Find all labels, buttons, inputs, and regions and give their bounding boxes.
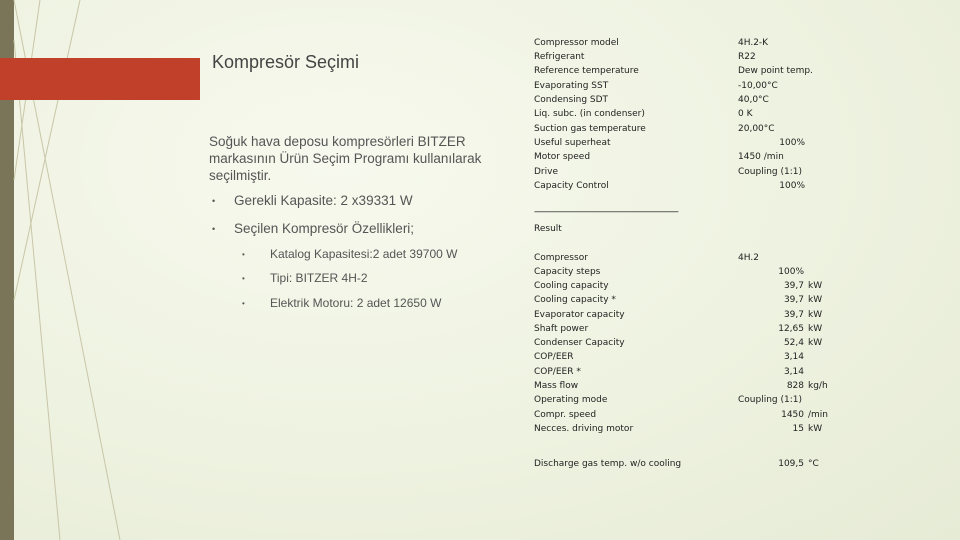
result-value: Coupling (1:1) bbox=[738, 395, 802, 405]
result-label: Shaft power bbox=[534, 324, 589, 334]
bullet-marker: • bbox=[212, 224, 216, 234]
bullet-text: Seçilen Kompresör Özellikleri; bbox=[234, 221, 415, 236]
result-value: 3,14 bbox=[783, 367, 804, 377]
discharge-unit: °C bbox=[808, 459, 819, 469]
spec-value: 4H.2-K bbox=[738, 38, 769, 48]
result-label: Condenser Capacity bbox=[534, 338, 625, 348]
result-label: COP/EER * bbox=[534, 367, 581, 377]
result-value: 3,14 bbox=[783, 352, 804, 362]
spec-label: Drive bbox=[534, 167, 558, 177]
result-unit: kW bbox=[808, 310, 823, 320]
spec-value: R22 bbox=[738, 52, 756, 62]
result-value: 15 bbox=[792, 424, 804, 434]
spec-label: Reference temperature bbox=[534, 66, 639, 76]
bullet-marker: • bbox=[242, 299, 245, 308]
spec-value: 20,00°C bbox=[738, 124, 775, 134]
bullet-text: Elektrik Motoru: 2 adet 12650 W bbox=[270, 296, 442, 310]
discharge-value: 109,5 bbox=[778, 459, 804, 469]
result-value: 100% bbox=[778, 267, 804, 277]
result-label: Cooling capacity * bbox=[534, 295, 616, 305]
spec-label: Evaporating SST bbox=[534, 81, 609, 91]
result-label: Mass flow bbox=[534, 381, 579, 391]
bullet-text: Katalog Kapasitesi:2 adet 39700 W bbox=[270, 247, 458, 261]
result-label: Necces. driving motor bbox=[534, 424, 634, 434]
result-label: Cooling capacity bbox=[534, 281, 609, 291]
spec-value: 100% bbox=[779, 138, 805, 148]
result-value: 39,7 bbox=[783, 295, 804, 305]
bullet-marker: • bbox=[212, 196, 216, 206]
spec-value: 40,0°C bbox=[738, 95, 769, 105]
spec-label: Suction gas temperature bbox=[534, 124, 646, 134]
result-label: Evaporator capacity bbox=[534, 310, 625, 320]
bullet-marker: • bbox=[242, 274, 245, 283]
result-unit: kW bbox=[808, 424, 823, 434]
slide-description: Soğuk hava deposu kompresörleri BITZER markasının Ürün Seçim Programı kullanılarak seçilmiştir. bbox=[209, 134, 482, 183]
result-unit: kW bbox=[808, 281, 823, 291]
spec-label: Compressor model bbox=[534, 38, 619, 48]
bullet-marker: • bbox=[242, 250, 245, 259]
result-value: 4H.2 bbox=[738, 253, 759, 263]
spec-label: Motor speed bbox=[534, 152, 591, 162]
result-value: 39,7 bbox=[783, 281, 804, 291]
spec-label: Condensing SDT bbox=[534, 95, 609, 105]
spec-label: Refrigerant bbox=[534, 52, 585, 62]
separator-line: ---------------------------------------------------------------- bbox=[534, 207, 678, 217]
spec-value: 1450 /min bbox=[738, 152, 784, 162]
result-value: 12,65 bbox=[778, 324, 804, 334]
discharge-label: Discharge gas temp. w/o cooling bbox=[534, 459, 682, 469]
result-unit: kg/h bbox=[808, 381, 828, 391]
result-label: Operating mode bbox=[534, 395, 608, 405]
result-label: Compr. speed bbox=[534, 410, 597, 420]
result-value: 39,7 bbox=[783, 310, 804, 320]
spec-value: -10,00°C bbox=[738, 81, 778, 91]
title-accent-tab bbox=[0, 58, 200, 100]
slide-title: Kompresör Seçimi bbox=[212, 52, 360, 72]
bullet-text: Gerekli Kapasite: 2 x39331 W bbox=[234, 193, 413, 208]
result-value: 1450 bbox=[781, 410, 804, 420]
result-label: Capacity steps bbox=[534, 267, 601, 277]
spec-label: Liq. subc. (in condenser) bbox=[534, 109, 645, 119]
spec-value: Coupling (1:1) bbox=[738, 167, 802, 177]
spec-value: Dew point temp. bbox=[738, 66, 813, 76]
result-unit: kW bbox=[808, 324, 823, 334]
result-label: Compressor bbox=[534, 253, 588, 263]
result-unit: /min bbox=[808, 410, 829, 420]
spec-value: 0 K bbox=[738, 109, 753, 119]
spec-label: Capacity Control bbox=[534, 181, 609, 191]
result-value: 52,4 bbox=[783, 338, 804, 348]
result-unit: kW bbox=[808, 338, 823, 348]
result-label: COP/EER bbox=[534, 352, 574, 362]
spec-value: 100% bbox=[779, 181, 805, 191]
result-value: 828 bbox=[786, 381, 804, 391]
result-unit: kW bbox=[808, 295, 823, 305]
result-heading: Result bbox=[534, 224, 562, 234]
bullet-text: Tipi: BITZER 4H-2 bbox=[270, 271, 368, 285]
spec-label: Useful superheat bbox=[534, 138, 611, 148]
